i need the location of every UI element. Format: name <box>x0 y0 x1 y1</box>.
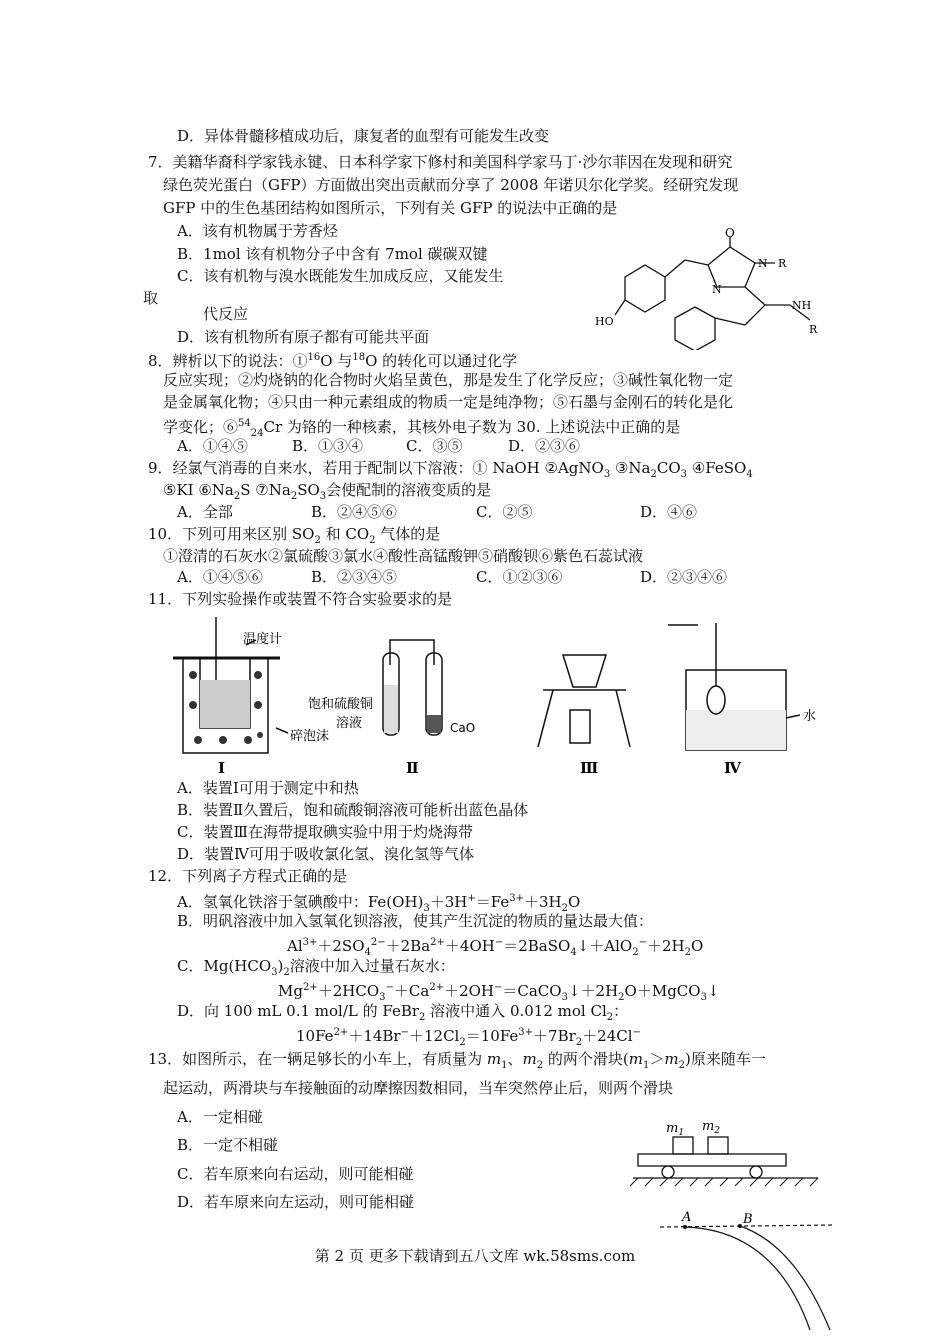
q12-option-c-eq: $Mg^{2+}+2HCO_3^-+Ca^{2+}+2OH^-=CaCO_3↓+2H_2O+MgCO_3↓$ <box>278 982 720 1003</box>
gfp-label-n2: N <box>758 257 768 270</box>
q8-option-c: C．③⑤ <box>406 437 463 455</box>
q7-line2: 绿色荧光蛋白（GFP）方面做出突出贡献而分享了 2008 年诺贝尔化学奖。经研究发现 <box>163 176 739 194</box>
q9-line2: ⑤KI $⑥Na_2S$ $⑦Na_2SO_3$会使配制的溶液变质的是 <box>163 481 492 502</box>
label-water: 水 <box>803 709 817 724</box>
gfp-label-r: R <box>778 257 787 270</box>
q10-option-c: C．①②③⑥ <box>476 568 563 586</box>
label-point-a: A <box>682 1210 692 1225</box>
q12-stem: 12．下列离子方程式正确的是 <box>148 867 348 885</box>
q7-option-c-wrap: 取 <box>143 289 159 307</box>
gfp-label-o: O <box>725 226 735 240</box>
q9-option-d: D．④⑥ <box>640 503 698 521</box>
label-roman-2: Ⅱ <box>406 759 419 777</box>
q12-option-d-eq: $10Fe^{2+}+14Br^-+12Cl_2=10Fe^{3+}+7Br_2+24Cl^-$ <box>296 1027 641 1048</box>
gfp-label-r2: R <box>809 323 818 336</box>
q7-option-b: B．1mol 该有机物分子中含有 7mol 碳碳双键 <box>177 245 488 263</box>
q8-line2: 反应实现；②灼烧钠的化合物时火焰呈黄色，那是发生了化学反应；③碱性氧化物一定 <box>163 371 734 389</box>
label-thermometer: 温度计 <box>243 632 283 647</box>
q13-line1: 13．如图所示，在一辆足够长的小车上，有质量为 $m_1$、$m_2$ 的两个滑块$(m_1>m_2)$原来随车一 <box>148 1050 766 1071</box>
label-m1: $m_1$ <box>666 1121 685 1138</box>
gfp-label-n: N <box>712 283 722 296</box>
label-point-b: B <box>743 1212 753 1227</box>
q11-option-c: C．装置Ⅲ在海带提取碘实验中用于灼烧海带 <box>177 823 473 841</box>
cart-figure <box>628 1112 828 1192</box>
q11-option-b: B．装置Ⅱ久置后，饱和硫酸铜溶液可能析出蓝色晶体 <box>177 801 529 819</box>
q7-option-c: C．该有机物与溴水既能发生加成反应，又能发生 <box>177 267 504 285</box>
q8-line3: 是金属氧化物；④只由一种元素组成的物质一定是纯净物；⑤石墨与金刚石的转化是化 <box>163 393 734 411</box>
q12-option-c: C．$Mg(HCO_3)_2$溶液中加入过量石灰水： <box>177 957 455 978</box>
q11-option-d: D．装置Ⅳ可用于吸收氯化氢、溴化氢等气体 <box>177 845 475 863</box>
q13-option-d: D．若车原来向左运动，则可能相碰 <box>177 1193 415 1211</box>
label-cao: CaO <box>450 721 476 735</box>
label-roman-1: Ⅰ <box>218 759 226 777</box>
gfp-label-ho: HO <box>595 315 614 328</box>
apparatus-figure <box>168 615 818 780</box>
q8-option-a: A．①④⑤ <box>177 437 248 455</box>
q7-option-c-cont: 代反应 <box>203 305 249 323</box>
q9-option-b: B．②④⑤⑥ <box>311 503 398 521</box>
q8-option-d: D．②③⑥ <box>508 437 581 455</box>
q10-option-d: D．②③④⑥ <box>640 568 728 586</box>
q13-line2: 起运动，两滑块与车接触面的动摩擦因数相同，当车突然停止后，则两个滑块 <box>163 1079 674 1097</box>
q7-line3: GFP 中的生色基团结构如图所示，下列有关 GFP 的说法中正确的是 <box>163 199 618 217</box>
q12-option-a: A．氢氧化铁溶于氢碘酸中：$Fe(OH)_3+3H^+=Fe^{3+}+3H_2O$ <box>177 893 581 914</box>
q8-option-b: B．①③④ <box>292 437 364 455</box>
q13-option-b: B．一定不相碰 <box>177 1136 279 1154</box>
label-m2: $m_2$ <box>702 1119 721 1136</box>
label-solution: 溶液 <box>336 716 363 731</box>
q13-option-c: C．若车原来向右运动，则可能相碰 <box>177 1165 414 1183</box>
q9-option-c: C．②⑤ <box>476 503 533 521</box>
label-roman-4: Ⅳ <box>724 759 742 777</box>
label-foam: 碎泡沫 <box>290 729 330 744</box>
label-roman-3: Ⅲ <box>580 759 599 777</box>
q11-option-a: A．装置Ⅰ可用于测定中和热 <box>177 779 359 797</box>
label-cuso4: 饱和硫酸铜 <box>308 697 374 712</box>
gfp-structure-figure <box>585 225 845 350</box>
q11-stem: 11．下列实验操作或装置不符合实验要求的是 <box>148 590 453 608</box>
q12-option-b: B．明矾溶液中加入氢氧化钡溶液，使其产生沉淀的物质的量达最大值： <box>177 912 654 930</box>
q7-line1: 7．美籍华裔科学家钱永键、日本科学家下修村和美国科学家马丁·沙尔菲因在发现和研究 <box>148 153 733 171</box>
q10-option-a: A．①④⑤⑥ <box>177 568 263 586</box>
gfp-label-nh: NH <box>792 299 812 312</box>
q8-line4: 学变化；⑥$^{54}_{24}$Cr 为铬的一种核素，其核外电子数为 30. 上述说法中正确的是 <box>163 418 681 439</box>
q7-option-a: A．该有机物属于芳香烃 <box>177 222 338 240</box>
q9-line1: 9．经氯气消毒的自来水，若用于配制以下溶液：① NaOH ②AgNO$_3$ $③Na_2CO_3$ ④FeSO$_4$ <box>148 459 753 480</box>
q12-option-d: D．向 100 mL 0.1 mol/L 的 FeBr$_2$ 溶液中通入 0.012 mol $Cl_2$： <box>177 1002 629 1023</box>
q10-line1: 10．下列可用来区别 $SO_2$ 和 $CO_2$ 气体的是 <box>148 525 441 546</box>
q12-option-b-eq: $Al^{3+}+2SO_4^{2-}+2Ba^{2+}+4OH^-=2BaSO_4↓+AlO_2^-+2H_2O$ <box>287 937 704 958</box>
q7-option-d: D．该有机物所有原子都有可能共平面 <box>177 328 430 346</box>
q9-option-a: A．全部 <box>177 503 233 521</box>
page-footer: 第 2 页 更多下载请到五八文库 wk.58sms.com <box>314 1247 636 1265</box>
q13-option-a: A．一定相碰 <box>177 1108 263 1126</box>
trajectory-figure <box>655 1205 840 1335</box>
q10-line2: ①澄清的石灰水②氯硫酸③氯水④酸性高锰酸钾⑤硝酸钡⑥紫色石蕊试液 <box>163 547 644 565</box>
q8-line1: 8．辨析以下的说法：①$^{16}$O 与$^{18}$O 的转化可以通过化学 <box>148 352 518 370</box>
q10-option-b: B．②③④⑤ <box>311 568 398 586</box>
option-6d: D．异体骨髓移植成功后，康复者的血型有可能发生改变 <box>177 127 550 145</box>
